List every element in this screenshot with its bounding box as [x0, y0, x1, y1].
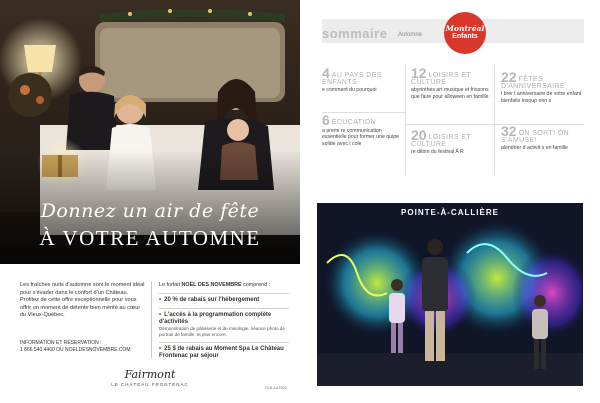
- contents-page: [300, 0, 600, 403]
- toc-row-divider: [322, 112, 405, 113]
- toc-section: ÉDUCATION: [331, 119, 377, 126]
- offer-title: 25 $ de rabais au Moment Spa Le Château Frontenac par séjour: [159, 345, 284, 359]
- toc-page-number: 12: [411, 65, 427, 81]
- toc-item[interactable]: [322, 65, 402, 94]
- headline-line-2: À VOTRE AUTOMNE: [39, 226, 261, 250]
- badge-line-2: Enfants: [452, 33, 478, 40]
- offer-item: [159, 308, 289, 338]
- package-name: NOËL DES NOVEMBRE: [181, 282, 242, 288]
- contact-line: 1 866 540 4460 OU NOELDESNOVEMBRE.COM: [20, 346, 131, 353]
- offer-item: [159, 342, 289, 360]
- toc-item[interactable]: [322, 112, 402, 147]
- package-intro: [159, 282, 289, 289]
- column-divider: [151, 281, 152, 358]
- toc-season: Automne: [398, 32, 423, 38]
- bullet-icon: •: [159, 297, 162, 303]
- toc-section: AU PAYS DES ENFANTS: [322, 72, 382, 86]
- headline-line-1: Donnez un air de fête: [40, 200, 260, 222]
- package-details: [159, 282, 289, 360]
- toc-description: alendrier d activit s en famille: [501, 145, 568, 152]
- toc-description: a premi re communication essentielle pour former une quipe solide avec l cole: [322, 127, 399, 147]
- intro-text: Les fraîches nuits d'automne sont le moment idéal pour s'évader dans le confort d'un Château. Profitez de cette offre exceptionnelle pour vous offrir un moment de détente bien mérité au cœur du Vieux-Québec.: [20, 282, 145, 319]
- toc-row-divider: [405, 124, 494, 125]
- toc-section: LOISIRS ET CULTURE: [411, 72, 471, 86]
- museum-photo: [317, 203, 583, 386]
- museum-label: POINTE-À-CALLIÈRE: [401, 208, 499, 217]
- package-intro-suffix: comprend :: [241, 282, 271, 288]
- toc-title: sommaire: [322, 26, 388, 41]
- offer-item: [159, 293, 289, 304]
- toc-column-divider: [494, 65, 495, 175]
- toc-description: e comment du pourquoi: [322, 87, 377, 94]
- toc-page-number: 22: [501, 69, 517, 85]
- toc-page-number: 32: [501, 123, 517, 139]
- toc-section: ON SORT! ON S'AMUSE!: [501, 130, 570, 144]
- fairmont-logo: [100, 368, 200, 387]
- toc-item[interactable]: [501, 123, 583, 152]
- toc-column-divider: [405, 65, 406, 175]
- ad-reference-code: FCN-Ad 2306: [265, 386, 287, 390]
- toc-item[interactable]: [411, 127, 491, 156]
- family-photo: [0, 0, 300, 264]
- toc-section: LOISIRS ET CULTURE: [411, 134, 471, 148]
- magazine-badge: [444, 12, 486, 54]
- toc-page-number: 6: [322, 112, 330, 128]
- offer-title: L'accès à la programmation complète d'activités: [159, 312, 272, 325]
- museum-photo-illustration: [317, 203, 583, 386]
- offer-subtext: Démonstration de pâtisserie et de mixologie, séance photo de portrait de famille, et plus encore.: [159, 326, 285, 337]
- contact-label: INFORMATION ET RÉSERVATION :: [20, 340, 102, 346]
- badge-line-1: Montréal: [445, 24, 485, 33]
- family-photo-illustration: [0, 0, 300, 264]
- toc-item[interactable]: [411, 65, 491, 100]
- logo-script: Fairmont: [124, 368, 176, 381]
- bullet-icon: •: [159, 312, 162, 318]
- toc-description: l brer l anniversaire de votre enfant bienfaits insoup onn s: [501, 91, 582, 104]
- contact-block: [20, 340, 150, 353]
- toc-description: abyrinthes art musique et frissons que faire pour alloween en famille: [411, 87, 489, 100]
- package-intro-prefix: Le forfait: [159, 282, 182, 288]
- offer-title: 20 % de rabais sur l'hébergement: [164, 297, 260, 303]
- toc-section: FÊTES D'ANNIVERSAIRE: [501, 76, 566, 90]
- toc-description: re dition du festival A R: [411, 149, 464, 156]
- toc-item[interactable]: [501, 69, 583, 104]
- toc-page-number: 4: [322, 65, 330, 81]
- logo-subtitle: LE CHÂTEAU FRONTENAC: [111, 382, 189, 387]
- toc-page-number: 20: [411, 127, 427, 143]
- bullet-icon: •: [159, 345, 162, 352]
